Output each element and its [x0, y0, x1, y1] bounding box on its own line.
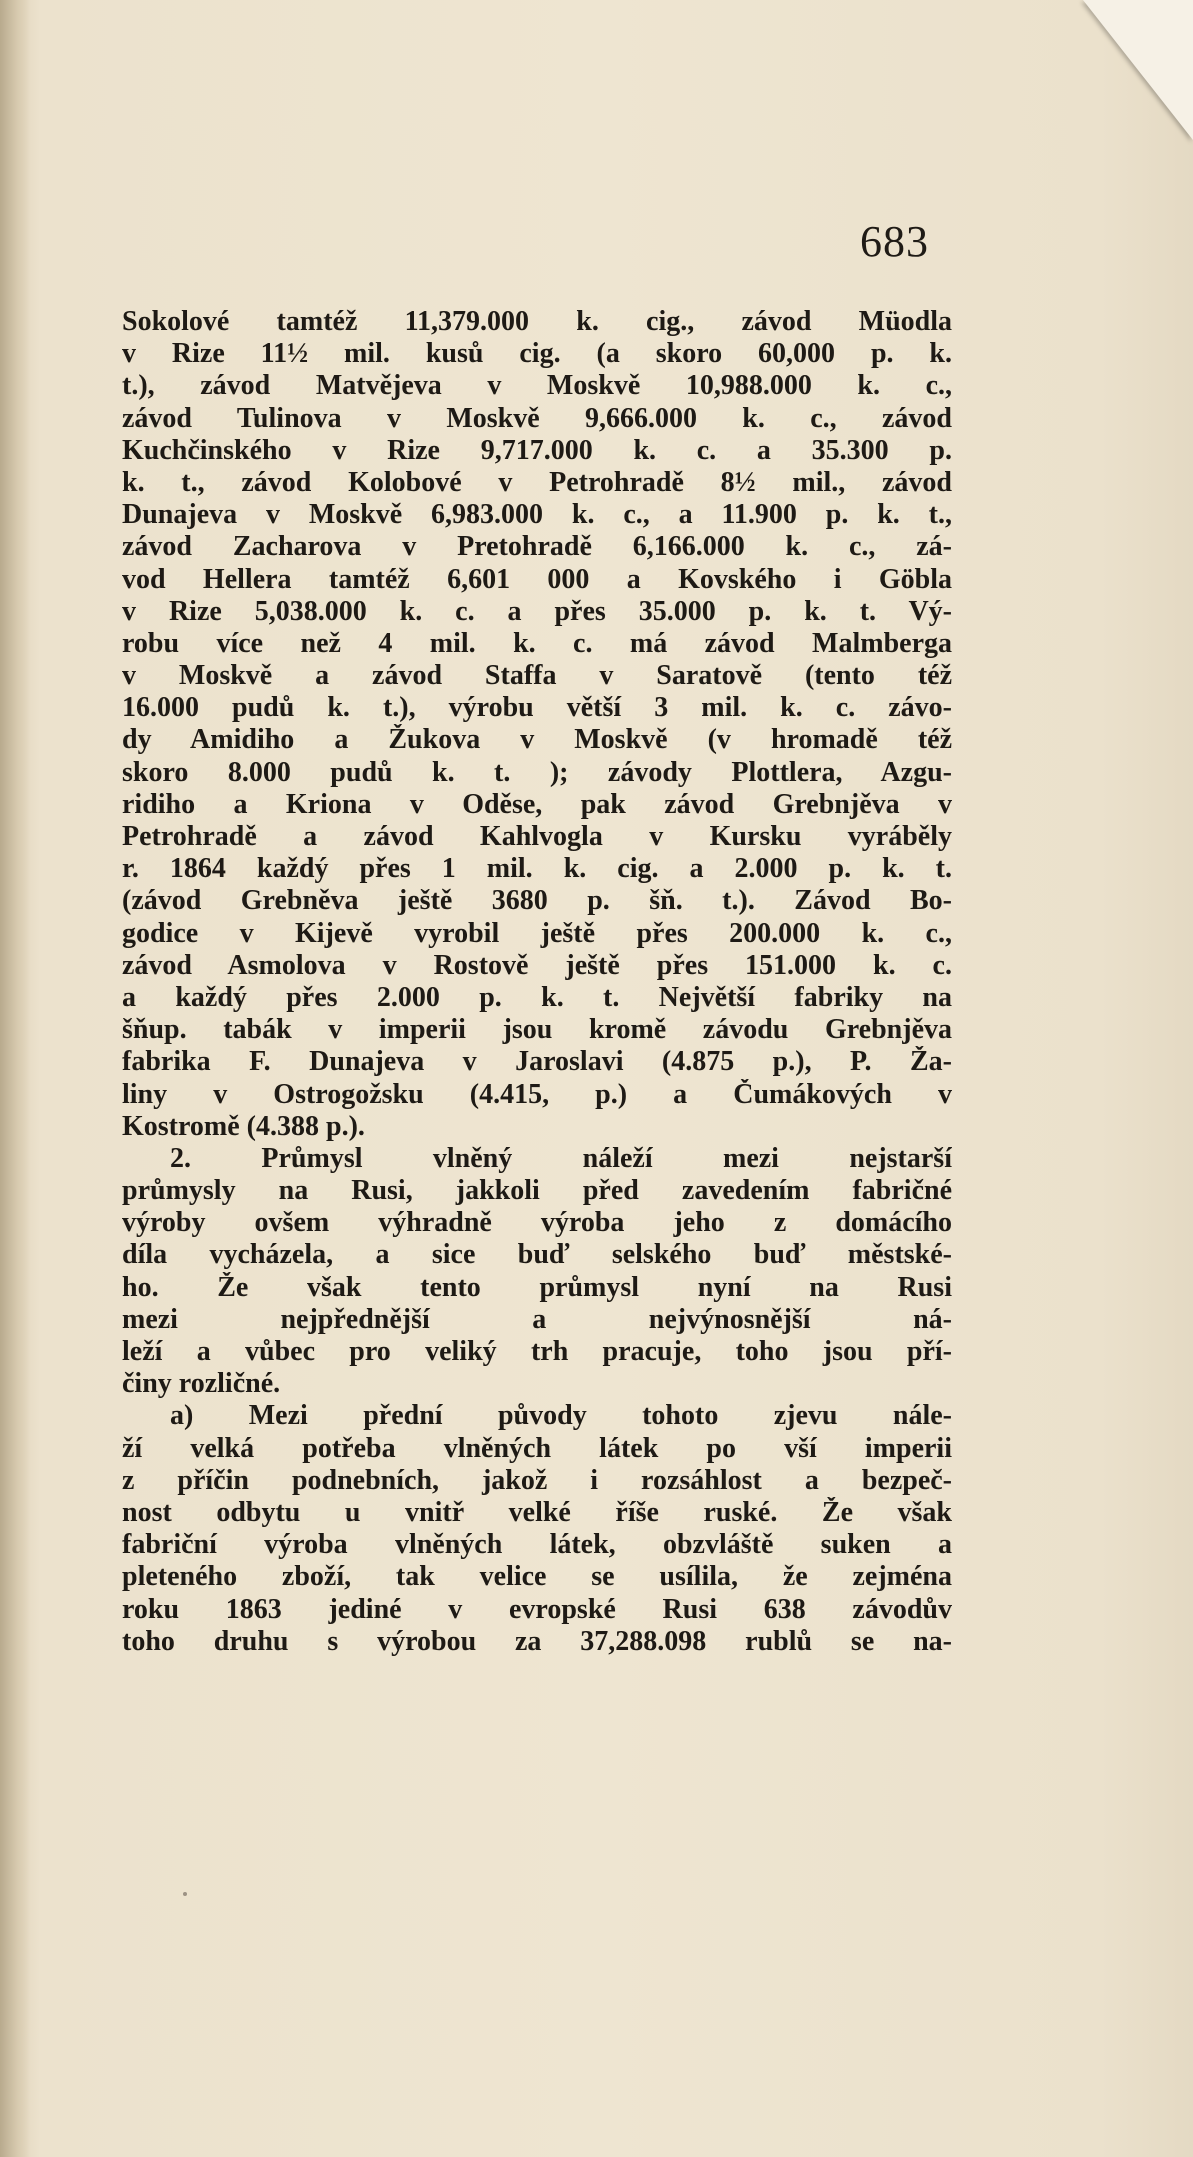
text-line: Kostromě (4.388 p.). — [122, 1110, 365, 1142]
text-line: (závod Grebněva ještě 3680 p. šň. t.). Závod Bo- — [122, 885, 952, 917]
text-line: robu více než 4 mil. k. c. má závod Malmberga — [122, 627, 952, 659]
text-line: Sokolové tamtéž 11,379.000 k. cig., závod Müodla — [122, 306, 952, 337]
page-number: 683 — [860, 217, 929, 266]
text-line: ho. Že však tento průmysl nyní na Rusi — [122, 1271, 952, 1303]
page-gutter — [0, 0, 30, 2157]
text-line: šňup. tabák v imperii jsou kromě závodu Grebnjěva — [122, 1014, 952, 1046]
body-text — [122, 306, 952, 1658]
folded-corner — [1083, 0, 1193, 140]
subsection-line: a) Mezi přední původy tohoto zjevu nále- — [170, 1400, 952, 1432]
text-line: závod Tulinova v Moskvě 9,666.000 k. c., závod — [122, 402, 952, 434]
text-line: v Rize 11½ mil. kusů cig. (a skoro 60,000 p. k. — [122, 338, 952, 370]
text-line: mezi nejpřednější a nejvýnosnější ná- — [122, 1303, 952, 1335]
text-line: v Rize 5,038.000 k. c. a přes 35.000 p. k. t. Vý- — [122, 595, 952, 627]
text-line: toho druhu s výrobou za 37,288.098 rublů se na- — [122, 1625, 952, 1657]
text-line: r. 1864 každý přes 1 mil. k. cig. a 2.000 p. k. t. — [122, 853, 952, 885]
text-line: Kuchčinského v Rize 9,717.000 k. c. a 35.300 p. — [122, 434, 952, 466]
text-line: průmysly na Rusi, jakkoli před zavedením fabričné — [122, 1175, 952, 1207]
text-line: závod Zacharova v Pretohradě 6,166.000 k. c., zá- — [122, 531, 952, 563]
text-line: pleteného zboží, tak velice se usílila, že zejména — [122, 1561, 952, 1593]
text-line: liny v Ostrogožsku (4.415, p.) a Čumákových v — [122, 1078, 952, 1110]
text-line: t.), závod Matvějeva v Moskvě 10,988.000 k. c., — [122, 370, 952, 402]
ink-speck — [183, 1892, 187, 1896]
text-line: činy rozličné. — [122, 1368, 281, 1400]
text-line: fabrika F. Dunajeva v Jaroslavi (4.875 p.), P. Ža- — [122, 1046, 952, 1078]
text-line: závod Asmolova v Rostově ještě přes 151.000 k. c. — [122, 949, 952, 981]
text-line: 16.000 pudů k. t.), výrobu větší 3 mil. k. c. závo- — [122, 692, 952, 724]
text-line: vod Hellera tamtéž 6,601 000 a Kovského i Göbla — [122, 563, 952, 595]
text-line: k. t., závod Kolobové v Petrohradě 8½ mil., závod — [122, 466, 952, 498]
text-line: fabriční výroba vlněných látek, obzvláště suken a — [122, 1529, 952, 1561]
text-line: a každý přes 2.000 p. k. t. Největší fabriky na — [122, 981, 952, 1013]
text-line: v Moskvě a závod Staffa v Saratově (tento též — [122, 660, 952, 692]
text-line: ridiho a Kriona v Oděse, pak závod Grebnjěva v — [122, 788, 952, 820]
text-line: ží velká potřeba vlněných látek po vší imperii — [122, 1432, 952, 1464]
text-line: Petrohradě a závod Kahlvogla v Kursku vyráběly — [122, 821, 952, 852]
text-line: leží a vůbec pro veliký trh pracuje, toho jsou pří- — [122, 1336, 952, 1367]
text-line: z příčin podnebních, jakož i rozsáhlost a bezpeč- — [122, 1464, 952, 1496]
text-line: dy Amidiho a Žukova v Moskvě (v hromadě též — [122, 724, 952, 756]
text-line: výroby ovšem výhradně výroba jeho z domácího — [122, 1207, 952, 1239]
section-heading-line: 2. Průmysl vlněný náleží mezi nejstarší — [170, 1142, 952, 1174]
text-line: nost odbytu u vnitř velké říše ruské. Že však — [122, 1496, 952, 1528]
text-line: díla vycházela, a sice buď selského buď městské- — [122, 1239, 952, 1271]
text-line: roku 1863 jediné v evropské Rusi 638 závodův — [122, 1593, 952, 1625]
text-line: Dunajeva v Moskvě 6,983.000 k. c., a 11.900 p. k. t., — [122, 499, 952, 531]
text-line: godice v Kijevě vyrobil ještě přes 200.000 k. c., — [122, 917, 952, 949]
text-line: skoro 8.000 pudů k. t. ); závody Plottlera, Azgu- — [122, 756, 952, 788]
